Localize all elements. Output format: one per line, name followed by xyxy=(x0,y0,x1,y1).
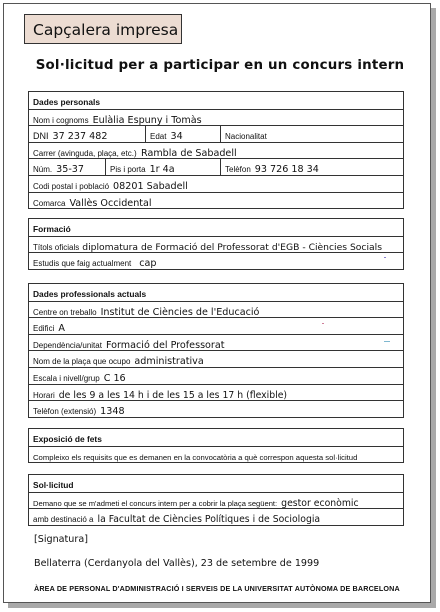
facts-row xyxy=(29,446,403,463)
number-cell xyxy=(29,159,105,175)
extension-value: 1348 xyxy=(100,406,125,417)
center-label: Centre on treballo xyxy=(33,307,97,317)
hours-value: de les 9 a les 14 h i de les 15 a les 17 h (flexible) xyxy=(58,389,288,401)
extension-row xyxy=(29,400,403,417)
county-value: Vallès Occidental xyxy=(69,197,152,209)
postal-value: 08201 Sabadell xyxy=(113,180,188,192)
postal-label: Codi postal i població xyxy=(33,181,110,191)
unit-value: Formació del Professorat xyxy=(105,339,225,351)
extension-label: Telèfon (extensió) xyxy=(33,407,97,417)
name-value: Eulàlia Espuny i Tomàs xyxy=(92,114,202,126)
county-row xyxy=(29,192,403,209)
degrees-row xyxy=(29,236,403,253)
number-label: Núm. xyxy=(33,165,53,175)
street-row xyxy=(29,142,403,159)
nationality-cell xyxy=(220,126,403,142)
nationality-label: Nacionalitat xyxy=(225,132,267,142)
dni-row xyxy=(29,125,403,142)
facts-text: Compleixo els requisits que es demanen en la convocatòria a què correspon aquesta sol·licitud xyxy=(33,452,358,462)
center-value: Institut de Ciències de l'Educació xyxy=(100,306,260,318)
scale-value: C 16 xyxy=(103,372,126,384)
phone-value: 93 726 18 34 xyxy=(254,164,319,175)
request-line-2 xyxy=(29,508,403,525)
section-heading-row xyxy=(29,219,403,236)
floor-label: Pis i porta xyxy=(110,165,146,175)
age-value: 34 xyxy=(170,131,183,142)
street-label-cell xyxy=(29,143,136,159)
section-heading-row xyxy=(29,92,403,109)
request-line-1-label: Demano que se m'admeti el concurs intern per a cobrir la plaça següent: xyxy=(33,498,278,508)
section-heading: Dades professionals actuals xyxy=(33,289,147,299)
street-value-cell xyxy=(136,143,403,159)
floor-value: 1r 4a xyxy=(149,164,175,175)
request-line-2-label: amb destinació a xyxy=(33,515,94,525)
dni-cell xyxy=(29,126,145,142)
phone-cell xyxy=(220,159,403,175)
signature-placeholder: [Signatura] xyxy=(34,534,88,545)
street-value: Rambla de Sabadell xyxy=(141,147,237,159)
building-row xyxy=(29,317,403,334)
building-value: A xyxy=(58,323,65,334)
post-row xyxy=(29,350,403,367)
address-row xyxy=(29,158,403,175)
floor-cell xyxy=(105,159,220,175)
section-personal-data xyxy=(28,91,404,209)
postal-row xyxy=(29,175,403,192)
scan-speck xyxy=(384,341,390,342)
section-professional-data xyxy=(28,283,404,418)
section-heading-row xyxy=(29,429,403,446)
name-label: Nom i cognoms xyxy=(33,115,89,125)
center-row xyxy=(29,301,403,318)
degrees-label: Títols oficials xyxy=(33,242,80,252)
number-value: 35-37 xyxy=(56,164,85,175)
age-cell xyxy=(145,126,220,142)
post-label: Nom de la plaça que ocupo xyxy=(33,357,131,367)
phone-label: Telèfon xyxy=(225,165,251,175)
request-line-1 xyxy=(29,492,403,509)
name-row xyxy=(29,109,403,126)
printed-header-stamp: Capçalera impresa xyxy=(24,14,182,44)
section-heading-row xyxy=(29,284,403,301)
section-heading-row xyxy=(29,475,403,492)
scale-label: Escala i nivell/grup xyxy=(33,373,100,383)
section-heading: Dades personals xyxy=(33,97,101,107)
hours-label: Horari xyxy=(33,390,55,400)
hours-row xyxy=(29,384,403,401)
section-heading: Formació xyxy=(33,224,71,234)
scan-speck xyxy=(322,323,324,324)
place-and-date: Bellaterra (Cerdanyola del Vallès), 23 de setembre de 1999 xyxy=(34,558,320,569)
studies-row xyxy=(29,252,403,269)
post-value: administrativa xyxy=(134,356,204,367)
unit-row xyxy=(29,334,403,351)
dni-label: DNI xyxy=(33,131,49,142)
dni-value: 37 237 482 xyxy=(52,131,108,142)
section-statement-of-facts xyxy=(28,428,404,463)
scan-speck xyxy=(384,257,386,258)
section-heading: Exposició de fets xyxy=(33,434,102,444)
unit-label: Dependència/unitat xyxy=(33,340,102,350)
degrees-value: diplomatura de Formació del Professorat d'EGB - Ciències Socials xyxy=(82,241,382,253)
section-request xyxy=(28,474,404,526)
document-title: Sol·licitud per a participar en un concurs intern xyxy=(35,58,405,73)
age-label: Edat xyxy=(150,132,167,142)
studies-value: cap xyxy=(139,258,157,269)
scale-row xyxy=(29,367,403,384)
request-line-2-value: la Facultat de Ciències Polítiques i de Sociologia xyxy=(97,514,321,525)
request-line-1-value: gestor econòmic xyxy=(281,497,359,509)
county-label: Comarca xyxy=(33,198,66,208)
studies-label: Estudis que faig actualment xyxy=(33,259,132,269)
street-label: Carrer (avinguda, plaça, etc.) xyxy=(33,148,137,158)
section-heading: Sol·licitud xyxy=(33,480,74,490)
footer-institution: ÀREA DE PERSONAL D'ADMINISTRACIÓ I SERVEIS DE LA UNIVERSITAT AUTÒNOMA DE BARCELONA xyxy=(34,584,400,593)
building-label: Edifici xyxy=(33,324,55,334)
section-training xyxy=(28,218,404,270)
